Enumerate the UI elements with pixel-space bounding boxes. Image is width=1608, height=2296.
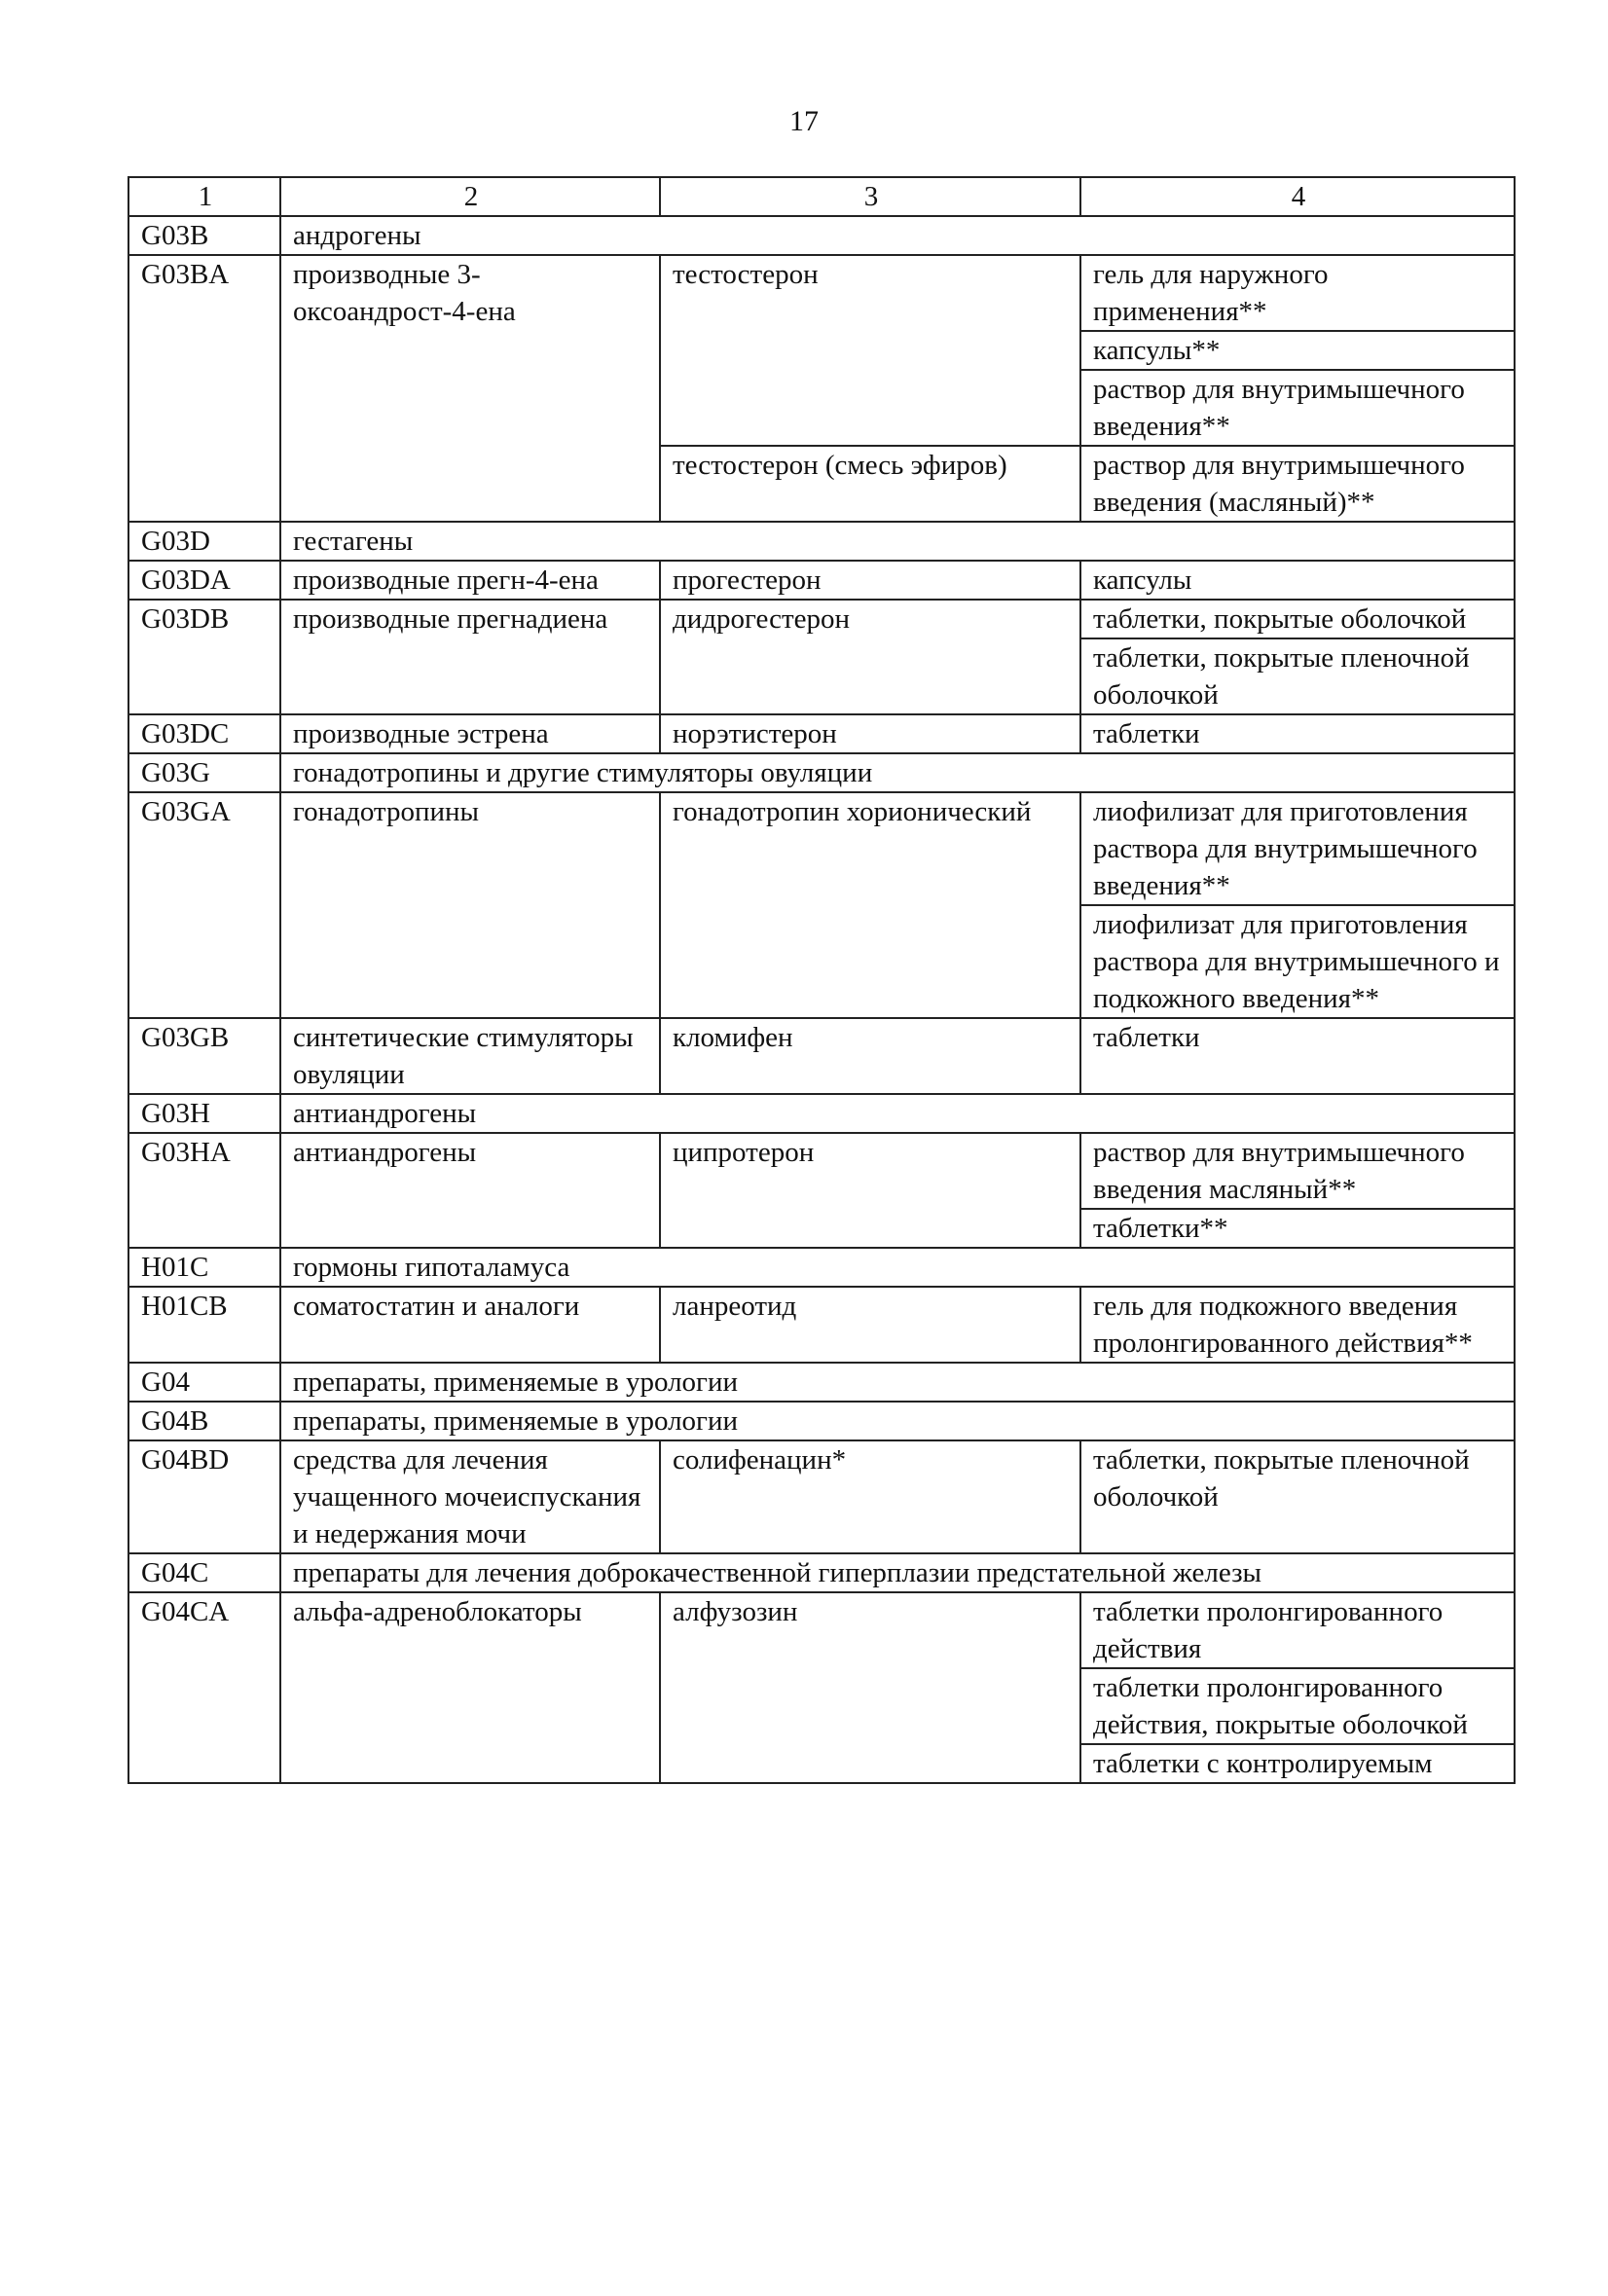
group-name: препараты, применяемые в урологии [280,1363,1515,1402]
group-row [128,216,1515,255]
drug-name: дидрогестерон [660,600,1080,714]
drug-name: кломифен [660,1018,1080,1094]
group-row [128,1553,1515,1592]
dosage-form: раствор для внутримышечного введения (масляный)** [1080,446,1515,522]
group-name: гонадотропины и другие стимуляторы овуляции [280,753,1515,792]
drug-name: ланреотид [660,1287,1080,1363]
group-row [128,522,1515,561]
dosage-form: таблетки, покрытые оболочкой [1080,600,1515,638]
group-name: антиандрогены [280,1094,1515,1133]
subgroup-name: производные эстрена [280,714,660,753]
table-row [128,1018,1515,1094]
drug-list-table [128,176,1516,1784]
table-header-row [128,177,1515,216]
group-row [128,1363,1515,1402]
subgroup-name: соматостатин и аналоги [280,1287,660,1363]
atc-code: G03D [128,522,280,561]
atc-code: G03G [128,753,280,792]
group-row [128,1248,1515,1287]
table-row [128,1592,1515,1668]
atc-code: G04C [128,1553,280,1592]
atc-code: G03GB [128,1018,280,1094]
group-name: препараты для лечения доброкачественной гиперплазии предстательной железы [280,1553,1515,1592]
group-row [128,1094,1515,1133]
table-row [128,714,1515,753]
column-number-1: 1 [128,177,280,216]
column-number-2: 2 [280,177,660,216]
atc-code: G04CA [128,1592,280,1783]
dosage-form: таблетки пролонгированного действия [1080,1592,1515,1668]
group-name: андрогены [280,216,1515,255]
table-row [128,1133,1515,1209]
dosage-form: таблетки, покрытые пленочной оболочкой [1080,1440,1515,1553]
atc-code: G03DA [128,561,280,600]
table-row [128,792,1515,905]
table-row [128,600,1515,638]
group-row [128,1402,1515,1440]
drug-name: норэтистерон [660,714,1080,753]
subgroup-name: антиандрогены [280,1133,660,1248]
atc-code: G03B [128,216,280,255]
atc-code: G03DC [128,714,280,753]
dosage-form: таблетки с контролируемым [1080,1744,1515,1783]
atc-code: G04B [128,1402,280,1440]
drug-name: солифенацин* [660,1440,1080,1553]
group-name: гестагены [280,522,1515,561]
column-number-3: 3 [660,177,1080,216]
drug-name: алфузозин [660,1592,1080,1783]
drug-name: тестостерон [660,255,1080,446]
dosage-form: капсулы [1080,561,1515,600]
dosage-form: капсулы** [1080,331,1515,370]
subgroup-name: средства для лечения учащенного мочеиспускания и недержания мочи [280,1440,660,1553]
subgroup-name: гонадотропины [280,792,660,1018]
dosage-form: гель для подкожного введения пролонгированного действия** [1080,1287,1515,1363]
dosage-form: таблетки [1080,1018,1515,1094]
dosage-form: таблетки [1080,714,1515,753]
drug-name: ципротерон [660,1133,1080,1248]
column-number-4: 4 [1080,177,1515,216]
subgroup-name: альфа-адреноблокаторы [280,1592,660,1783]
dosage-form: лиофилизат для приготовления раствора для внутримышечного и подкожного введения** [1080,905,1515,1018]
subgroup-name: производные прегнадиена [280,600,660,714]
page-number: 17 [789,105,819,137]
atc-code: H01C [128,1248,280,1287]
subgroup-name: производные 3-оксоандрост-4-ена [280,255,660,522]
subgroup-name: производные прегн-4-ена [280,561,660,600]
atc-code: G03GA [128,792,280,1018]
drug-name: гонадотропин хорионический [660,792,1080,1018]
table-row [128,1440,1515,1553]
group-name: препараты, применяемые в урологии [280,1402,1515,1440]
table-row [128,1287,1515,1363]
atc-code: H01CB [128,1287,280,1363]
dosage-form: таблетки** [1080,1209,1515,1248]
drug-name: тестостерон (смесь эфиров) [660,446,1080,522]
dosage-form: лиофилизат для приготовления раствора для внутримышечного введения** [1080,792,1515,905]
group-row [128,753,1515,792]
drug-name: прогестерон [660,561,1080,600]
dosage-form: раствор для внутримышечного введения** [1080,370,1515,446]
atc-code: G03DB [128,600,280,714]
atc-code: G03H [128,1094,280,1133]
atc-code: G03BA [128,255,280,522]
dosage-form: раствор для внутримышечного введения масляный** [1080,1133,1515,1209]
atc-code: G04BD [128,1440,280,1553]
dosage-form: таблетки пролонгированного действия, покрытые оболочкой [1080,1668,1515,1744]
dosage-form: таблетки, покрытые пленочной оболочкой [1080,638,1515,714]
table-row [128,255,1515,331]
atc-code: G03HA [128,1133,280,1248]
table-row [128,561,1515,600]
group-name: гормоны гипоталамуса [280,1248,1515,1287]
subgroup-name: синтетические стимуляторы овуляции [280,1018,660,1094]
dosage-form: гель для наружного применения** [1080,255,1515,331]
atc-code: G04 [128,1363,280,1402]
